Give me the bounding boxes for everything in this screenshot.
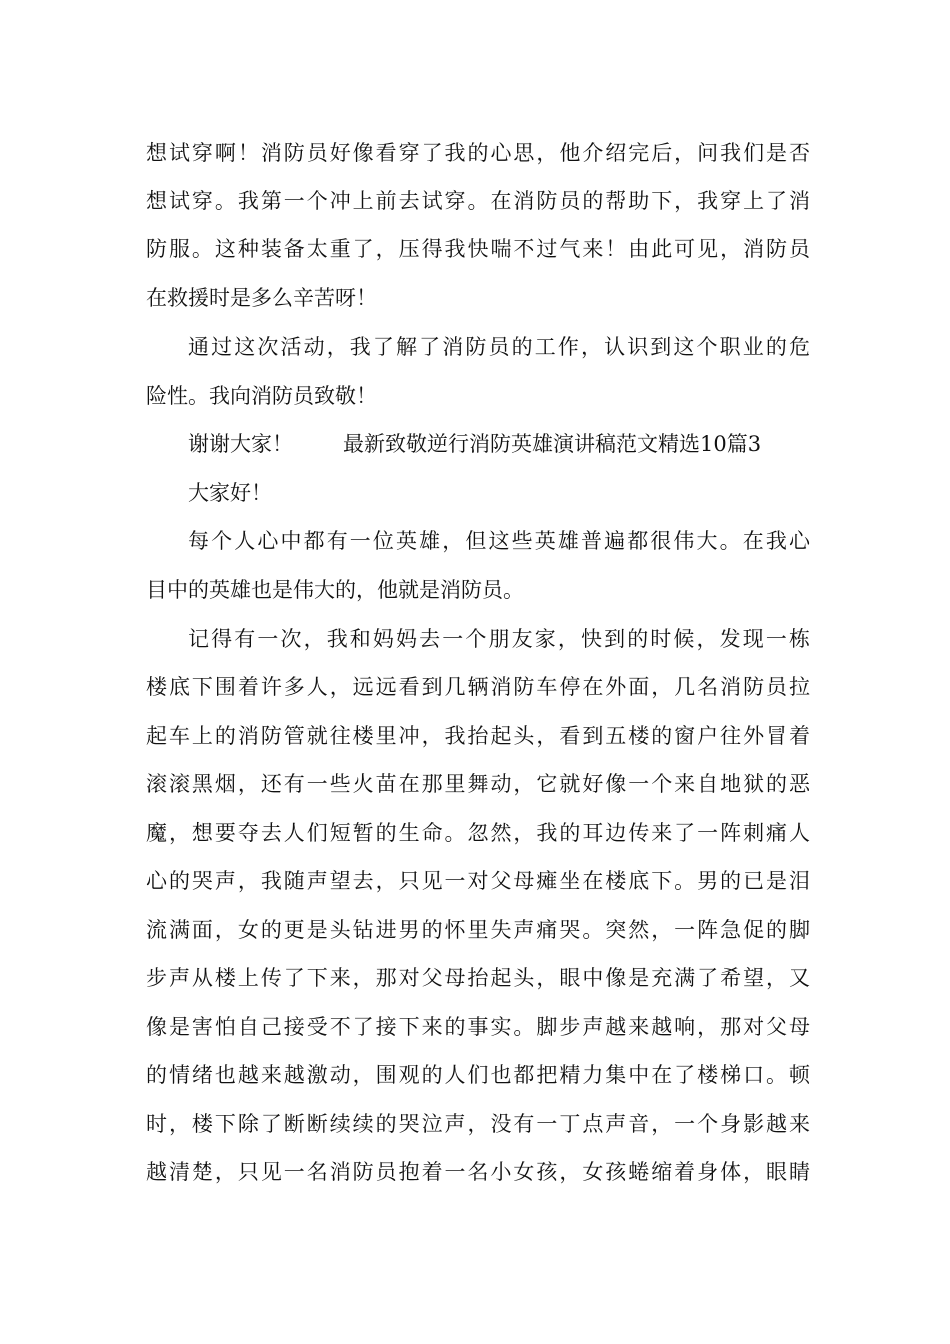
text-line: 步声从楼上传了下来，那对父母抬起头，眼中像是充满了希望，又	[146, 966, 810, 990]
closing-text: 谢谢大家！	[188, 432, 293, 456]
text-line: 想试穿。我第一个冲上前去试穿。在消防员的帮助下，我穿上了消	[146, 189, 810, 213]
text-line: 楼底下围着许多人，远远看到几辆消防车停在外面，几名消防员拉	[146, 675, 810, 699]
text-line: 像是害怕自己接受不了接下来的事实。脚步声越来越响，那对父母	[146, 1015, 810, 1039]
text-line: 流满面，女的更是头钻进男的怀里失声痛哭。突然，一阵急促的脚	[146, 918, 810, 942]
text-line: 险性。我向消防员致敬！	[146, 384, 377, 408]
text-line: 时，楼下除了断断续续的哭泣声，没有一丁点声音，一个身影越来	[146, 1112, 810, 1136]
text-line: 在救援时是多么辛苦呀！	[146, 286, 377, 310]
text-line: 记得有一次，我和妈妈去一个朋友家，快到的时候，发现一栋	[188, 627, 810, 651]
text-line: 想试穿啊！消防员好像看穿了我的心思，他介绍完后，问我们是否	[146, 141, 810, 165]
text-line: 越清楚，只见一名消防员抱着一名小女孩，女孩蜷缩着身体，眼睛	[146, 1160, 810, 1184]
text-line: 魔，想要夺去人们短暂的生命。忽然，我的耳边传来了一阵刺痛人	[146, 821, 810, 845]
section-heading: 最新致敬逆行消防英雄演讲稿范文精选10篇3	[343, 432, 762, 456]
text-line: 起车上的消防管就往楼里冲，我抬起头，看到五楼的窗户往外冒着	[146, 724, 810, 748]
text-line: 目中的英雄也是伟大的，他就是消防员。	[146, 578, 524, 602]
text-line: 每个人心中都有一位英雄，但这些英雄普遍都很伟大。在我心	[188, 529, 810, 553]
text-line: 滚滚黑烟，还有一些火苗在那里舞动，它就好像一个来自地狱的恶	[146, 772, 810, 796]
closing-and-heading-line	[188, 424, 810, 464]
text-line: 心的哭声，我随声望去，只见一对父母瘫坐在楼底下。男的已是泪	[146, 869, 810, 893]
greeting-line: 大家好！	[188, 481, 272, 505]
text-line: 通过这次活动，我了解了消防员的工作，认识到这个职业的危	[188, 335, 810, 359]
text-line: 的情绪也越来越激动，围观的人们也都把精力集中在了楼梯口。顿	[146, 1063, 810, 1087]
text-line: 防服。这种装备太重了，压得我快喘不过气来！由此可见，消防员	[146, 237, 810, 261]
